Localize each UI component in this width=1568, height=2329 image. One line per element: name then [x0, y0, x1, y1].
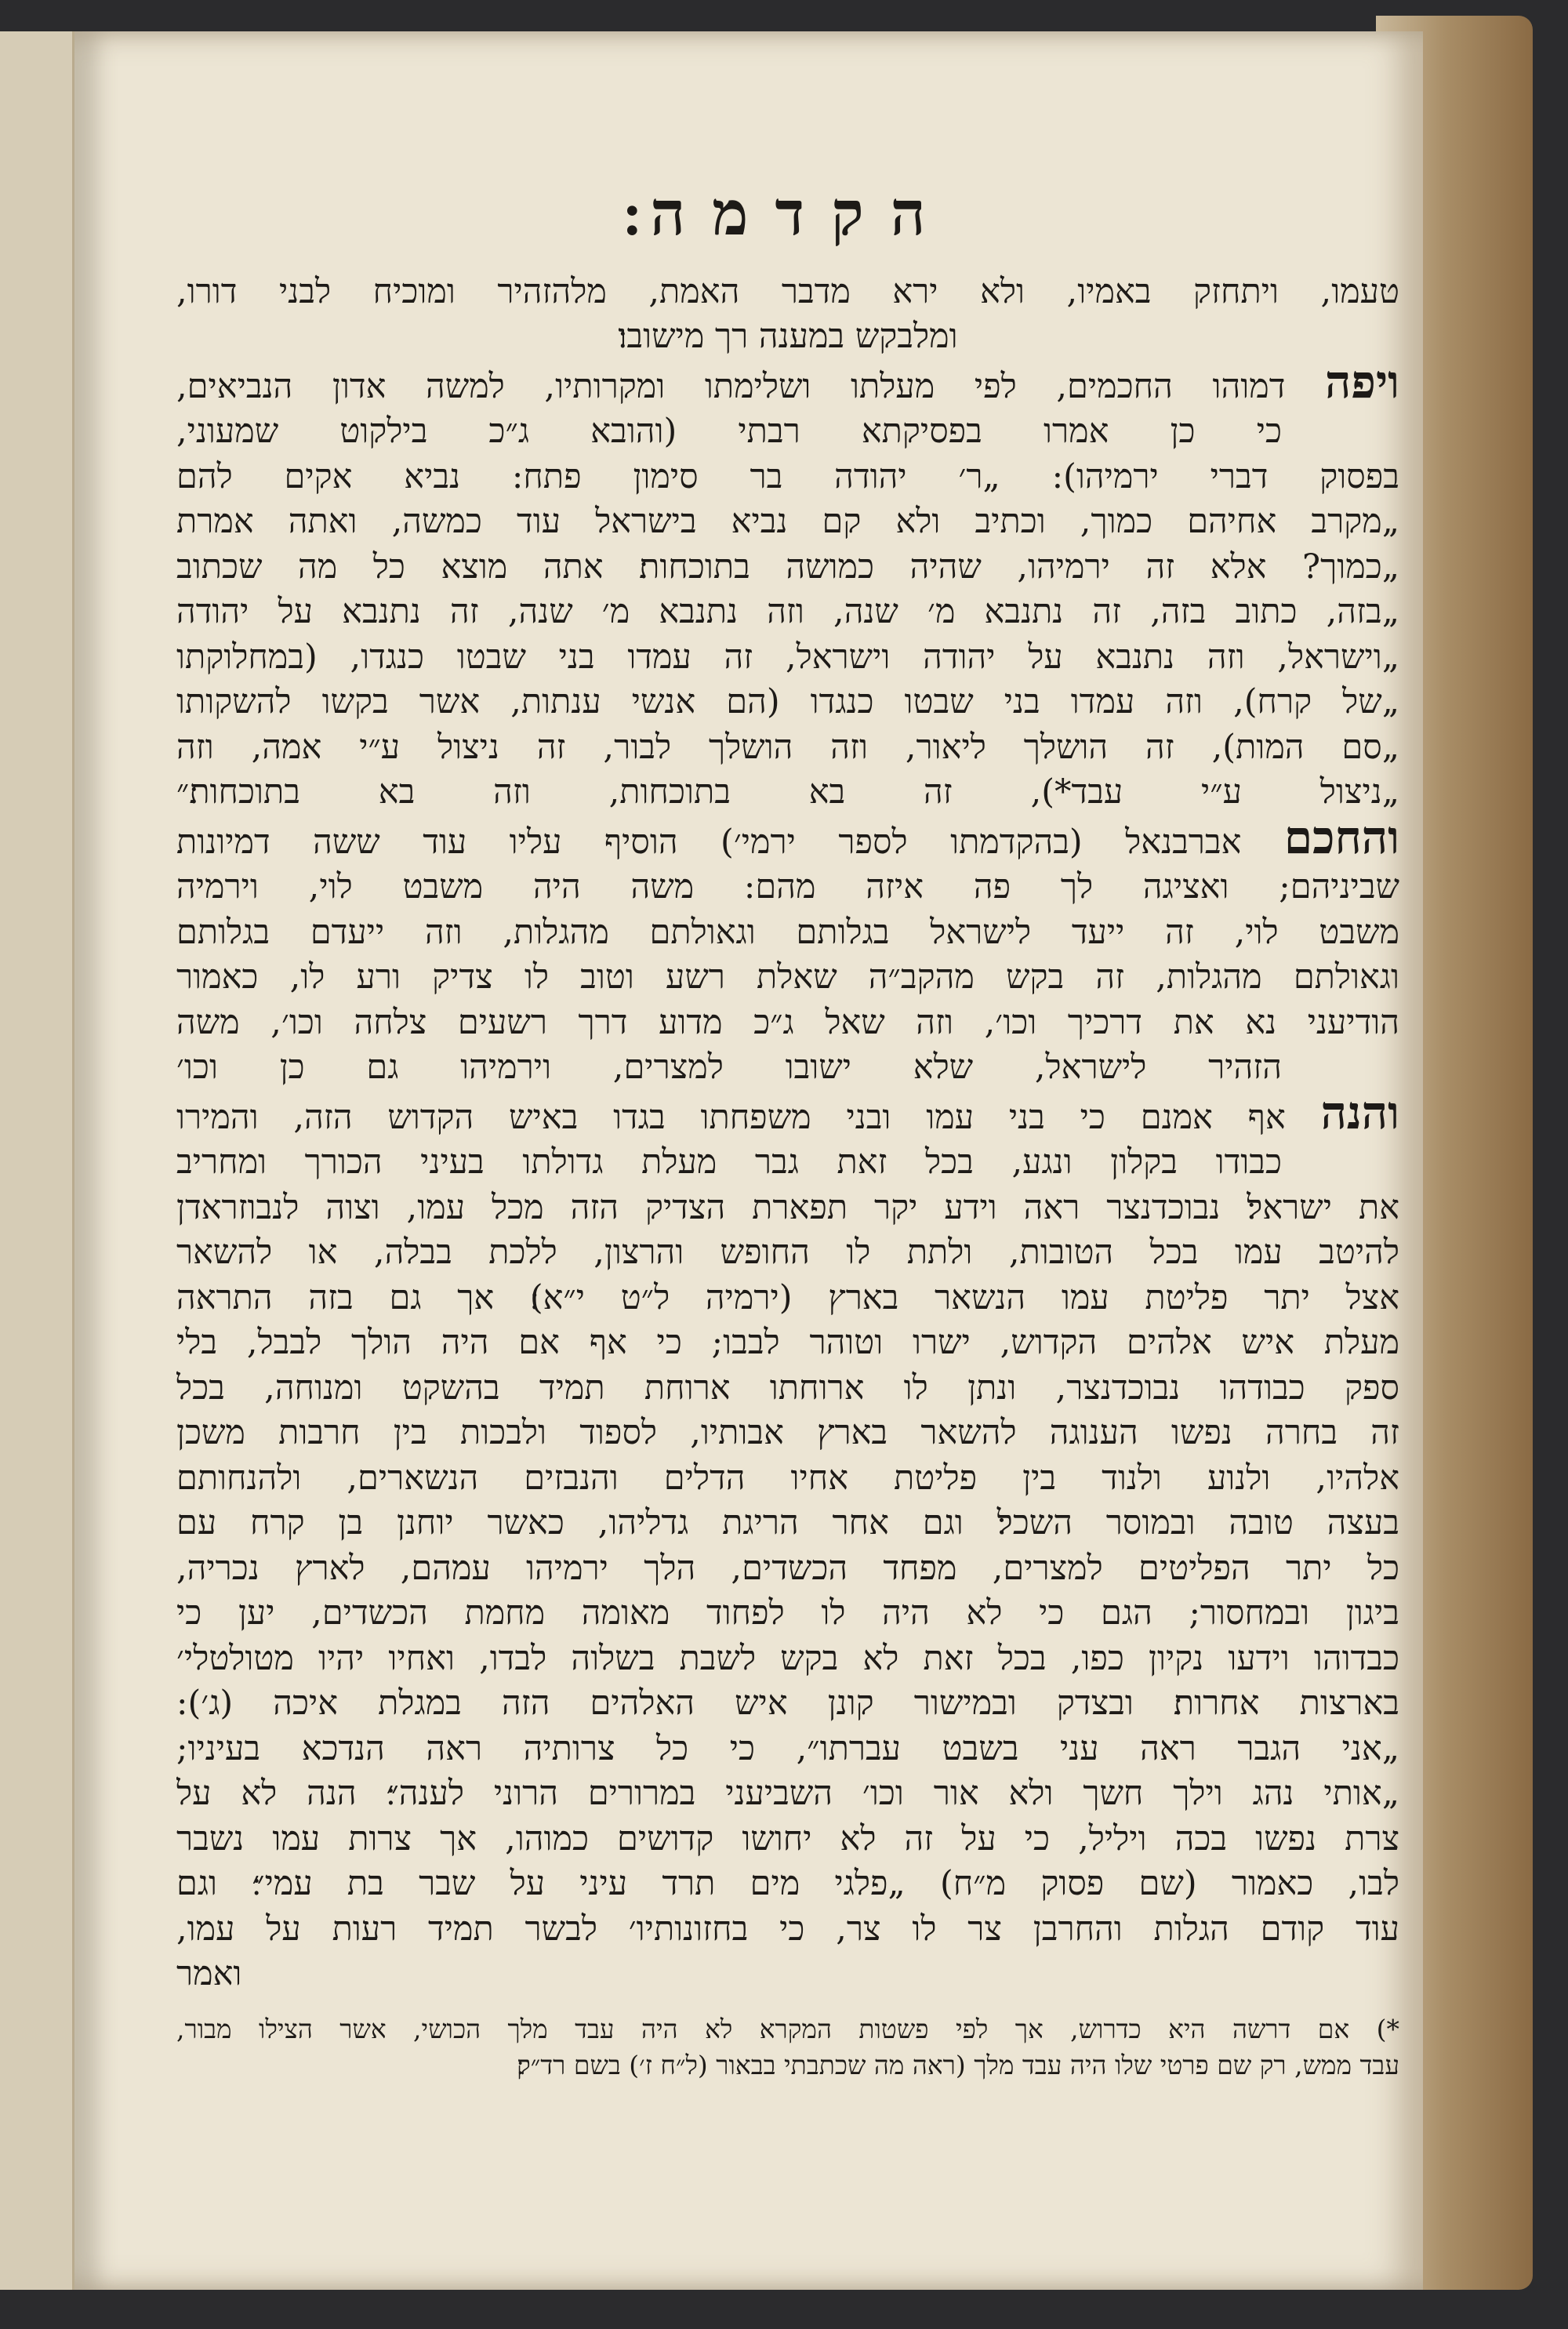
text-line: בארצות אחרות׃ ובצדק ובמישור קונן איש האלהים הזה במגלת איכה (ג׳):	[176, 1684, 1399, 1724]
text-line: בעצה טובה ובמוסר השכל׃ וגם אחר הריגת גדליהו, כאשר יוחנן בן קרח עם	[176, 1503, 1399, 1543]
text-line: מעלת איש אלהים הקדוש, ישרו וטוהר לבבו; כי אף אם היה הולך לבבל, בלי	[176, 1323, 1399, 1363]
text-line: הודיעני נא את דרכיך וכו׳, וזה שאל ג״כ מדוע דרך רשעים צלחה וכו׳, משה	[176, 1002, 1399, 1042]
text-line: אצל יתר פליטת עמו הנשאר בארץ (ירמיה ל״ט י״א)׃ אך גם בזה התראה	[176, 1277, 1399, 1317]
book-page	[74, 31, 1423, 2290]
text-line: „של קרח), וזה עמדו בני שבטו כנגדו (הם אנשי ענתות, אשר בקשו להשקותו	[176, 682, 1399, 722]
text-line: והחכם אברבנאל (בהקדמתו לספר ירמי׳) הוסיף עליו עוד ששה דמיונות	[176, 816, 1399, 866]
text-line: „ניצול ע״י עבד*), זה בא בתוכחות, וזה בא בתוכחות׃״	[176, 772, 1399, 812]
footnote-line: *) אם דרשה היא כדרוש, אך לפי פשטות המקרא לא היה עבד מלך הכושי, אשר הצילו מבור,	[176, 2013, 1399, 2044]
text-line: ויפה דמוהו החכמים, לפי מעלתו ושלימתו ומקרותיו, למשה אדון הנביאים,	[176, 360, 1399, 410]
text-line: „בזה, כתוב בזה, זה נתנבא מ׳ שנה, וזה נתנבא מ׳ שנה, זה נתנבא על יהודה	[176, 592, 1399, 632]
text-line: טעמו, ויתחזק באמיו, ולא ירא מדבר האמת, מלהזהיר ומוכיח לבני דורו,	[176, 271, 1399, 311]
lead-word: והנה	[1320, 1090, 1399, 1139]
text-line: לבו, כאמור (שם פסוק מ״ח) „פלגי מים תרד עיני על שבר בת עמי״׃ וגם	[176, 1864, 1399, 1904]
text-line: וגאולתם מהגלות, זה בקש מהקב״ה שאלת רשע וטוב לו צדיק ורע לו, כאמור	[176, 957, 1399, 997]
text-line: „אני הגבר ראה עני בשבט עברתו״, כי כל צרותיה ראה הנדכא בעיניו;	[176, 1728, 1399, 1768]
catchword: ואמר	[176, 1954, 242, 1994]
facing-page-edge	[0, 31, 74, 2290]
text-line: והנה אף אמנם כי בני עמו ובני משפחתו בגדו באיש הקדוש הזה, והמירו	[176, 1091, 1399, 1141]
text-line: „וישראל, וזה נתנבא על יהודה וישראל, זה עמדו בני שבטו כנגדו, (במחלוקתו	[176, 637, 1399, 677]
text-line: כבדוהו וידעו נקיון כפו, בכל זאת לא בקש לשבת בשלוה לבדו, ואחיו יהיו מטולטלי׳	[176, 1638, 1399, 1678]
text-line: כל יתר הפליטים למצרים, מפחד הכשדים, הלך ירמיהו עמהם, לארץ נכריה,	[176, 1548, 1399, 1588]
text-line: עוד קודם הגלות והחרבן צר לו צר, כי בחזונותיו׳ לבשר תמיד רעות על עמו,	[176, 1909, 1399, 1949]
text-line: שביניהם; ואציגה לך פה איזה מהם: משה היה משבט לוי, וירמיה	[176, 867, 1399, 907]
lead-word: ויפה	[1325, 359, 1399, 409]
lead-word: והחכם	[1283, 815, 1399, 864]
text-line: ומלבקש במענה רך מישובו׃	[618, 317, 958, 357]
page-heading: הקדמה׃	[623, 178, 953, 249]
text-line: „סם המות), זה הושלך ליאור, וזה הושלך לבור, זה ניצול ע״י אמה, וזה	[176, 727, 1399, 767]
text-line: ביגון ובמחסור; הגם כי לא היה לו לפחוד מאומה מחמת הכשדים, יען כי	[176, 1593, 1399, 1633]
text-line: הזהיר לישראל, שלא ישובו למצרים, וירמיהו גם כן וכו׳	[176, 1048, 1282, 1088]
text-line: צרת נפשו בכה ויליל, כי על זה לא יחושו קדושים כמוהו, אך צרות עמו נשבר	[176, 1819, 1399, 1858]
text-line: „מקרב אחיהם כמוך, וכתיב ולא קם נביא בישראל עוד כמשה, ואתה אמרת	[176, 502, 1399, 542]
text-line: להיטב עמו בכל הטובות, ולתת לו החופש והרצון, ללכת בבלה, או להשאר	[176, 1233, 1399, 1273]
text-line: זה בחרה נפשו הענוגה להשאר בארץ אבותיו, לספוד ולבכות בין חרבות משכן	[176, 1413, 1399, 1453]
text-line: משבט לוי, זה ייעד לישראל בגלותם וגאולתם מהגלות, וזה ייעדם בגלותם	[176, 912, 1399, 952]
text-line: „כמוך? אלא זה ירמיהו, שהיה כמושה בתוכחות׃ אתה מוצא כל מה שכתוב	[176, 547, 1399, 587]
text-line: „אותי נהג וילך חשך ולא אור וכו׳ השביעני במרורים הרוני לענה״׃ הנה לא על	[176, 1774, 1399, 1814]
text-line: בפסוק דברי ירמיהו): „ר׳ יהודה בר סימון פתח: נביא אקים להם	[176, 456, 1399, 496]
footnote-line: עבד ממש, רק שם פרטי שלו היה עבד מלך (ראה מה שכתבתי בבאור (ל״ח ז׳) בשם רד״ק׃	[517, 2049, 1399, 2080]
text-line: אלהיו, ולנוע ולנוד בין פליטת אחיו הדלים והנבזים הנשארים, ולהנחותם	[176, 1458, 1399, 1498]
text-line: כי כן אמרו בפסיקתא רבתי (והובא ג״כ בילקוט שמעוני,	[176, 412, 1282, 452]
text-line: כבודו בקלון ונגע, בכל זאת גבר מעלת גדולתו בעיני הכורך ומחריב	[176, 1143, 1282, 1183]
text-line: את ישראל׃ נבוכדנצר ראה וידע יקר תפארת הצדיק הזה מכל עמו, וצוה לנבוזראדן	[176, 1187, 1399, 1227]
page-text	[176, 157, 1399, 2084]
footnote	[176, 2011, 1399, 2084]
text-line: ספק כבודהו נבוכדנצר, ונתן לו ארוחתו ארוחת תמיד בהשקט ומנוחה, בכל	[176, 1368, 1399, 1408]
